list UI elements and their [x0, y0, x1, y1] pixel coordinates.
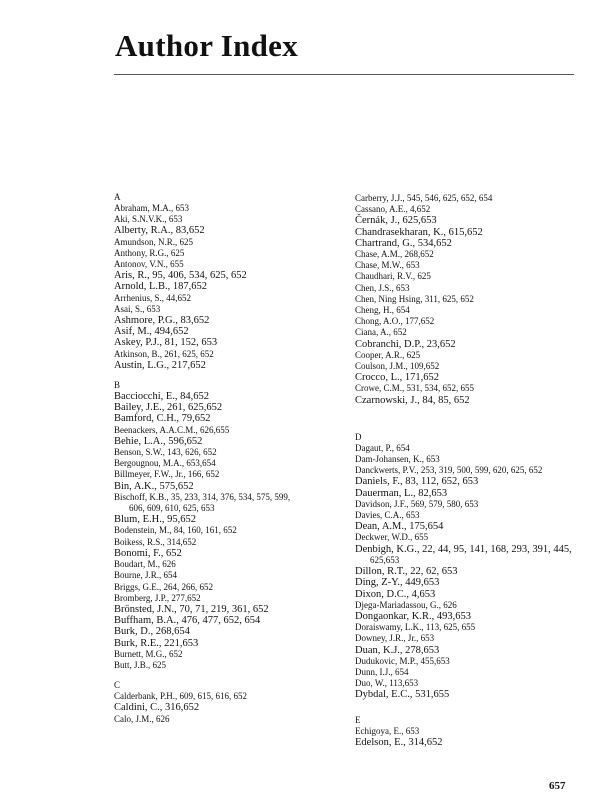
index-section-a	[114, 192, 339, 371]
index-entry: Duo, W., 113,653	[355, 678, 419, 689]
index-entry: Downey, J.R., Jr., 653	[355, 633, 435, 644]
index-entry: Davies, C.A., 653	[355, 510, 420, 521]
index-entry: Calderbank, P.H., 609, 615, 616, 652	[114, 691, 247, 702]
section-letter: C	[114, 680, 121, 691]
index-section-c-continued	[355, 193, 580, 406]
index-entry: Bergougnou, M.A., 653,654	[114, 458, 216, 469]
index-entry: Černák, J., 625,653	[355, 215, 437, 227]
index-column-left	[114, 192, 339, 725]
index-entry: Bacciocchi, E., 84,652	[114, 391, 210, 403]
index-entry: Chong, A.O., 177,652	[355, 316, 435, 327]
index-entry: Bourne, J.R., 654	[114, 570, 177, 581]
index-entry: Beenackers, A.A.C.M., 626,655	[114, 424, 230, 435]
index-entry: Chartrand, G., 534,652	[355, 237, 452, 249]
index-entry: Blum, E.H., 95,652	[114, 514, 196, 526]
index-entry: Bischoff, K.B., 35, 233, 314, 376, 534, 575, 599,	[114, 491, 291, 502]
index-entry: Bailey, J.E., 261, 625,652	[114, 402, 223, 414]
index-entry: Asif, M., 494,652	[114, 326, 189, 338]
index-entry: Chase, A.M., 268,652	[355, 249, 434, 260]
index-entry: Crowe, C.M., 531, 534, 652, 655	[355, 383, 474, 394]
index-entry: Briggs, G.E., 264, 266, 652	[114, 581, 213, 592]
index-entry: Cobranchi, D.P., 23,652	[355, 338, 456, 350]
index-entry: Duan, K.J., 278,653	[355, 644, 440, 656]
index-entry: Abraham, M.A., 653	[114, 203, 189, 213]
index-entry: Deckwer, W.D., 655	[355, 532, 429, 543]
index-entry: Arrhenius, S., 44,652	[114, 292, 191, 303]
index-entry: Dean, A.M., 175,654	[355, 521, 444, 533]
index-entry: Crocco, L., 171,652	[355, 372, 439, 384]
index-entry: Atkinson, B., 261, 625, 652	[114, 348, 214, 359]
index-entry: Daniels, F., 83, 112, 652, 653	[355, 476, 479, 488]
index-entry: Cassano, A.E., 4,652	[355, 204, 431, 215]
page-number: 657	[549, 780, 566, 792]
index-entry: Buffham, B.A., 476, 477, 652, 654	[114, 615, 261, 627]
index-entry: Bodenstein, M., 84, 160, 161, 652	[114, 525, 237, 536]
index-section-d	[355, 432, 580, 701]
index-entry: Chase, M.W., 653	[355, 260, 420, 271]
index-entry: Burnett, M.G., 652	[114, 648, 183, 659]
index-entry: Cooper, A.R., 625	[355, 349, 421, 360]
section-letter: D	[355, 431, 362, 442]
index-entry: Brönsted, J.N., 70, 71, 219, 361, 652	[114, 603, 269, 615]
index-entry: Behie, L.A., 596,652	[114, 435, 203, 447]
index-entry: Aki, S.N.V.K., 653	[114, 214, 183, 225]
index-entry: Dunn, I.J., 654	[355, 666, 409, 677]
section-letter: E	[355, 714, 361, 725]
index-entry: Askey, P.J., 81, 152, 653	[114, 337, 218, 349]
index-entry: Dillon, R.T., 22, 62, 653	[355, 566, 458, 578]
index-entry: Amundson, N.R., 625	[114, 236, 194, 247]
index-entry: Antonov, V.N., 655	[114, 259, 184, 270]
index-entry: Asai, S., 653	[114, 303, 161, 314]
index-entry: Chen, J.S., 653	[355, 282, 410, 293]
index-entry: Chandrasekharan, K., 615,652	[355, 226, 483, 238]
index-entry: Butt, J.B., 625	[114, 659, 167, 670]
index-entry: Boikess, R.S., 314,652	[114, 536, 197, 547]
index-entry: Coulson, J.M., 109,652	[355, 361, 440, 372]
index-entry: Chaudhari, R.V., 625	[355, 271, 431, 282]
index-entry: Danckwerts, P.V., 253, 319, 500, 599, 620, 625, 652	[355, 465, 543, 476]
index-column-right	[355, 193, 580, 748]
index-entry: Anthony, R.G., 625	[114, 247, 185, 258]
index-entry: Djega-Mariadassou, G., 626	[355, 599, 457, 610]
index-entry-continuation: 606, 609, 610, 625, 653	[129, 503, 215, 514]
index-entry: Billmeyer, F.W., Jr., 166, 652	[114, 469, 220, 480]
index-entry: Benson, S.W., 143, 626, 652	[114, 447, 217, 458]
index-entry: Denbigh, K.G., 22, 44, 95, 141, 168, 293, 391, 445,	[355, 543, 572, 555]
index-entry: Bonomi, F., 652	[114, 547, 182, 559]
index-section-b	[114, 380, 339, 671]
index-entry: Burk, D., 268,654	[114, 626, 190, 638]
index-entry: Bin, A.K., 575,652	[114, 480, 194, 492]
index-section-c	[114, 680, 339, 725]
index-entry: Carberry, J.J., 545, 546, 625, 652, 654	[355, 193, 493, 203]
index-entry: Dauerman, L., 82,653	[355, 487, 448, 499]
index-section-e	[355, 715, 580, 748]
index-entry: Aris, R., 95, 406, 534, 625, 652	[114, 270, 247, 282]
index-entry: Burk, R.E., 221,653	[114, 637, 199, 649]
index-entry-continuation: 625,653	[370, 554, 400, 565]
index-entry: Dagaut, P., 654	[355, 442, 410, 453]
index-entry: Ding, Z-Y., 449,653	[355, 577, 440, 589]
index-entry: Davidson, J.F., 569, 579, 580, 653	[355, 498, 479, 509]
index-entry: Ashmore, P.G., 83,652	[114, 315, 210, 327]
index-entry: Bamford, C.H., 79,652	[114, 413, 211, 425]
index-entry: Dixon, D.C., 4,653	[355, 588, 436, 600]
index-entry: Arnold, L.B., 187,652	[114, 281, 208, 293]
index-entry: Dam-Johansen, K., 653	[355, 454, 440, 465]
index-entry: Dongaonkar, K.R., 493,653	[355, 610, 471, 622]
index-entry: Calo, J.M., 626	[114, 713, 170, 724]
page-title: Author Index	[115, 28, 299, 63]
index-entry: Edelson, E., 314,652	[355, 736, 443, 748]
section-letter: B	[114, 380, 121, 391]
index-entry: Dybdal, E.C., 531,655	[355, 689, 450, 701]
title-rule	[114, 74, 574, 75]
index-entry: Caldini, C., 316,652	[114, 702, 200, 714]
index-entry: Chen, Ning Hsing, 311, 625, 652	[355, 293, 474, 304]
index-entry: Ciana, A., 652	[355, 327, 407, 338]
index-entry: Austin, L.G., 217,652	[114, 359, 206, 371]
index-entry: Echigoya, E., 653	[355, 725, 420, 736]
index-entry: Boudart, M., 626	[114, 559, 176, 570]
section-letter: A	[114, 192, 121, 202]
index-entry: Bromberg, J.P., 277,652	[114, 592, 201, 603]
index-entry: Cheng, H., 654	[355, 305, 410, 316]
index-entry: Doraiswamy, L.K., 113, 625, 655	[355, 622, 476, 633]
index-entry: Alberty, R.A., 83,652	[114, 225, 205, 237]
index-entry: Dudukovic, M.P., 455,653	[355, 655, 450, 666]
index-entry: Czarnowski, J., 84, 85, 652	[355, 394, 470, 406]
